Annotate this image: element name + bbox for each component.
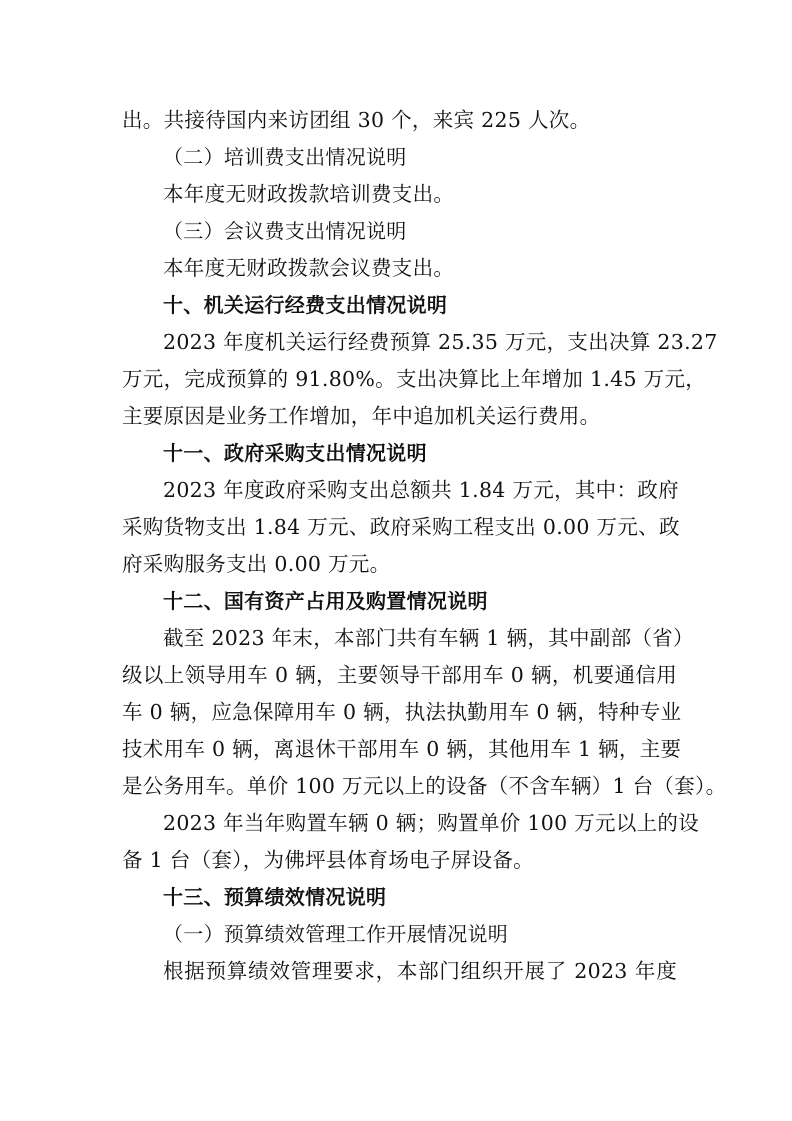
paragraph-line: 是公务用车。单价 100 万元以上的设备（不含车辆）1 台（套）。 (122, 774, 727, 798)
paragraph-line: 级以上领导用车 0 辆，主要领导干部用车 0 辆，机要通信用 (122, 663, 677, 687)
subsection-heading-training: （二）培训费支出情况说明 (163, 145, 407, 169)
paragraph-line: 本年度无财政拨款培训费支出。 (163, 182, 455, 206)
paragraph-line: 2023 年度机关运行经费预算 25.35 万元，支出决算 23.27 (163, 330, 718, 354)
paragraph-line: 本年度无财政拨款会议费支出。 (163, 256, 455, 280)
paragraph-line: 主要原因是业务工作增加，年中追加机关运行费用。 (122, 404, 601, 428)
section-heading-13: 十三、预算绩效情况说明 (163, 885, 387, 909)
section-heading-12: 十二、国有资产占用及购置情况说明 (163, 589, 488, 613)
section-heading-11: 十一、政府采购支出情况说明 (163, 441, 427, 465)
paragraph-line: 2023 年当年购置车辆 0 辆；购置单价 100 万元以上的设 (163, 811, 700, 835)
paragraph-line: 府采购服务支出 0.00 万元。 (122, 552, 391, 576)
subsection-heading-performance: （一）预算绩效管理工作开展情况说明 (163, 922, 509, 946)
subsection-heading-meeting: （三）会议费支出情况说明 (163, 219, 407, 243)
paragraph-line: 采购货物支出 1.84 万元、政府采购工程支出 0.00 万元、政 (122, 515, 680, 539)
paragraph-line: 2023 年度政府采购支出总额共 1.84 万元，其中：政府 (163, 478, 679, 502)
paragraph-line: 万元，完成预算的 91.80%。支出决算比上年增加 1.45 万元， (122, 367, 707, 391)
section-heading-10: 十、机关运行经费支出情况说明 (163, 293, 448, 317)
paragraph-line: 技术用车 0 辆，离退休干部用车 0 辆，其他用车 1 辆，主要 (122, 737, 682, 761)
paragraph-line: 根据预算绩效管理要求，本部门组织开展了 2023 年度 (163, 959, 677, 983)
paragraph-line: 备 1 台（套），为佛坪县体育场电子屏设备。 (122, 848, 534, 872)
paragraph-line: 出。共接待国内来访团组 30 个，来宾 225 人次。 (122, 108, 591, 132)
paragraph-line: 截至 2023 年末，本部门共有车辆 1 辆，其中副部（省） (163, 626, 694, 650)
paragraph-line: 车 0 辆，应急保障用车 0 辆，执法执勤用车 0 辆，特种专业 (122, 700, 682, 724)
